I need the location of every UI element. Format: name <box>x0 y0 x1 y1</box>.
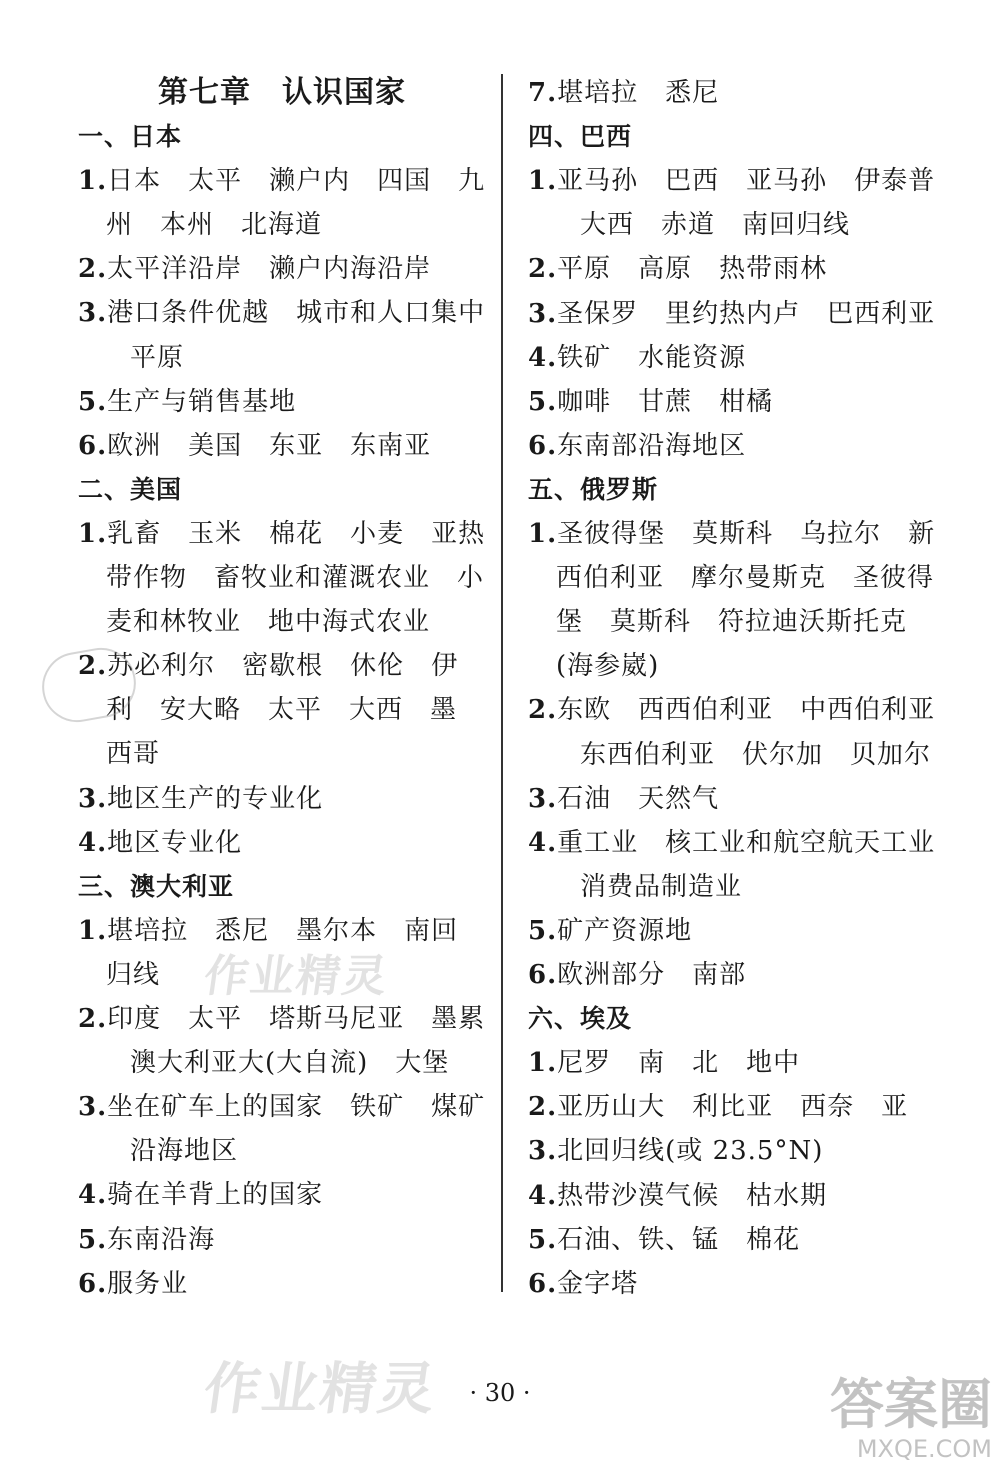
answer-item <box>528 1218 800 1262</box>
item-text: 东南沿海 <box>107 1224 216 1255</box>
answer-continuation: 西哥 <box>106 739 161 770</box>
item-number: 1. <box>528 166 558 197</box>
item-text: 尼罗 南 北 地中 <box>557 1048 801 1079</box>
answer-item <box>528 1262 638 1306</box>
item-text: 铁矿 水能资源 <box>557 342 747 373</box>
item-number: 3. <box>528 783 558 814</box>
section-heading: 五、俄罗斯 <box>528 474 659 504</box>
answer-item <box>78 1262 188 1306</box>
item-number: 3. <box>78 298 108 329</box>
item-text: 欧洲 美国 东亚 东南亚 <box>107 430 432 461</box>
item-number: 1. <box>78 166 108 197</box>
item-text: 地区生产的专业化 <box>107 783 324 814</box>
item-text: 乳畜 玉米 棉花 小麦 亚热 <box>107 518 486 549</box>
item-text: 北回归线(或 23.5°N) <box>557 1136 824 1167</box>
answer-item <box>78 512 485 556</box>
item-number: 3. <box>78 783 108 814</box>
watermark-middle: 作业精灵 <box>200 951 392 1002</box>
answer-continuation: 平原 <box>130 342 185 373</box>
item-text: 苏必利尔 密歇根 休伦 伊 <box>107 651 459 682</box>
watermark-bottom: 作业精灵 <box>199 1357 441 1422</box>
answer-item <box>78 247 431 291</box>
section-heading: 一、日本 <box>78 122 183 151</box>
answer-item <box>528 424 746 468</box>
item-number: 1. <box>528 1048 558 1079</box>
item-number: 6. <box>528 430 558 461</box>
item-text: 东南部沿海地区 <box>557 430 747 461</box>
item-text: 地区专业化 <box>107 827 243 858</box>
answer-item <box>78 159 485 203</box>
item-number: 7. <box>528 78 558 108</box>
item-text: 堪培拉 悉尼 <box>557 78 720 108</box>
item-number: 2. <box>528 254 558 285</box>
item-number: 4. <box>528 827 558 858</box>
item-number: 3. <box>528 298 558 329</box>
item-number: 2. <box>78 254 108 285</box>
item-text: 欧洲部分 南部 <box>557 960 747 990</box>
answer-item <box>528 909 692 953</box>
item-text: 印度 太平 塔斯马尼亚 墨累 <box>107 1004 486 1034</box>
answer-continuation: 州 本州 北海道 <box>106 210 323 241</box>
answer-item <box>78 1085 485 1129</box>
answer-item <box>78 1173 323 1217</box>
answer-continuation: (海参崴) <box>556 651 660 682</box>
answer-item <box>528 1041 800 1085</box>
item-number: 6. <box>78 1268 108 1299</box>
answer-continuation: 带作物 畜牧业和灌溉农业 小 <box>106 563 485 593</box>
item-number: 1. <box>78 915 108 946</box>
item-number: 4. <box>78 1180 108 1211</box>
answer-item <box>528 1129 823 1173</box>
item-number: 2. <box>78 1004 108 1034</box>
answer-item <box>78 821 242 865</box>
item-text: 矿产资源地 <box>557 915 693 946</box>
item-number: 5. <box>528 915 558 946</box>
item-number: 3. <box>78 1092 108 1123</box>
section-heading: 六、埃及 <box>528 1004 633 1034</box>
answer-item <box>528 336 746 380</box>
answer-item <box>528 247 827 291</box>
answer-item <box>78 380 296 424</box>
answer-item <box>78 424 431 468</box>
answer-continuation: 澳大利亚大(大自流) 大堡 <box>130 1048 450 1079</box>
item-number: 5. <box>528 1224 558 1255</box>
item-text: 堪培拉 悉尼 墨尔本 南回 <box>107 915 459 946</box>
item-number: 2. <box>78 651 108 682</box>
answer-continuation: 堡 莫斯科 符拉迪沃斯托克 <box>556 607 908 638</box>
answer-item <box>528 292 935 336</box>
item-text: 金字塔 <box>557 1268 639 1299</box>
page-number: · 30 · <box>469 1379 531 1407</box>
answer-item <box>528 512 935 556</box>
item-text: 服务业 <box>107 1268 189 1299</box>
answer-item <box>528 1085 908 1129</box>
item-text: 东欧 西西伯利亚 中西伯利亚 <box>557 695 936 726</box>
answer-continuation: 利 安大略 太平 大西 墨 <box>106 695 458 726</box>
item-number: 5. <box>528 386 558 417</box>
item-text: 生产与销售基地 <box>107 386 297 417</box>
item-number: 4. <box>78 827 108 858</box>
item-text: 港口条件优越 城市和人口集中 <box>107 298 486 329</box>
item-text: 圣保罗 里约热内卢 巴西利亚 <box>557 298 936 329</box>
answer-item <box>528 1174 827 1218</box>
answer-item <box>528 953 746 997</box>
item-number: 1. <box>78 518 108 549</box>
answer-continuation: 消费品制造业 <box>580 871 743 902</box>
column-divider <box>501 74 503 1292</box>
item-text: 平原 高原 热带雨林 <box>557 254 828 285</box>
answer-item <box>528 688 935 732</box>
corner-logo-url: MXQE.COM <box>856 1435 992 1463</box>
corner-logo-watermark <box>830 1375 992 1463</box>
answer-continuation: 大西 赤道 南回归线 <box>580 210 851 241</box>
item-number: 6. <box>528 1268 558 1299</box>
item-number: 2. <box>528 1092 558 1123</box>
answer-item <box>78 291 485 335</box>
item-number: 6. <box>78 430 108 461</box>
item-number: 4. <box>528 342 558 373</box>
item-text: 亚马孙 巴西 亚马孙 伊泰普 <box>557 166 936 197</box>
item-number: 5. <box>78 1224 108 1255</box>
answer-item <box>528 380 773 424</box>
section-heading: 三、澳大利亚 <box>78 871 235 901</box>
answer-item <box>528 159 935 203</box>
answer-item <box>528 777 719 821</box>
item-text: 石油 天然气 <box>557 783 720 814</box>
item-number: 2. <box>528 695 558 726</box>
item-text: 重工业 核工业和航空航天工业 <box>557 827 936 858</box>
item-text: 太平洋沿岸 濑户内海沿岸 <box>107 254 432 285</box>
answer-item <box>528 71 719 115</box>
answer-continuation: 麦和林牧业 地中海式农业 <box>106 607 431 638</box>
item-text: 石油、铁、锰 棉花 <box>557 1224 801 1255</box>
chapter-title: 第七章 认识国家 <box>158 75 406 110</box>
answer-item <box>78 1218 215 1262</box>
item-text: 骑在羊背上的国家 <box>107 1180 324 1211</box>
section-heading: 二、美国 <box>78 474 183 504</box>
item-number: 1. <box>528 519 558 549</box>
item-number: 5. <box>78 386 108 417</box>
answer-continuation: 沿海地区 <box>130 1136 239 1167</box>
item-text: 亚历山大 利比亚 西奈 亚 <box>557 1092 909 1123</box>
item-number: 4. <box>528 1180 558 1211</box>
answer-item <box>528 821 935 865</box>
item-text: 坐在矿车上的国家 铁矿 煤矿 <box>107 1092 486 1123</box>
corner-logo-text: 答案圈 <box>830 1373 992 1436</box>
item-text: 日本 太平 濑户内 四国 九 <box>107 166 486 197</box>
item-text: 热带沙漠气候 枯水期 <box>557 1180 828 1211</box>
item-text: 圣彼得堡 莫斯科 乌拉尔 新 <box>557 519 936 549</box>
item-text: 咖啡 甘蔗 柑橘 <box>557 386 774 417</box>
answer-continuation: 西伯利亚 摩尔曼斯克 圣彼得 <box>556 563 935 594</box>
item-number: 3. <box>528 1136 558 1167</box>
answer-item <box>78 777 323 821</box>
answer-continuation: 东西伯利亚 伏尔加 贝加尔 <box>580 739 932 770</box>
section-heading: 四、巴西 <box>528 122 633 152</box>
item-number: 6. <box>528 960 558 990</box>
answer-continuation: 归线 <box>106 959 161 990</box>
